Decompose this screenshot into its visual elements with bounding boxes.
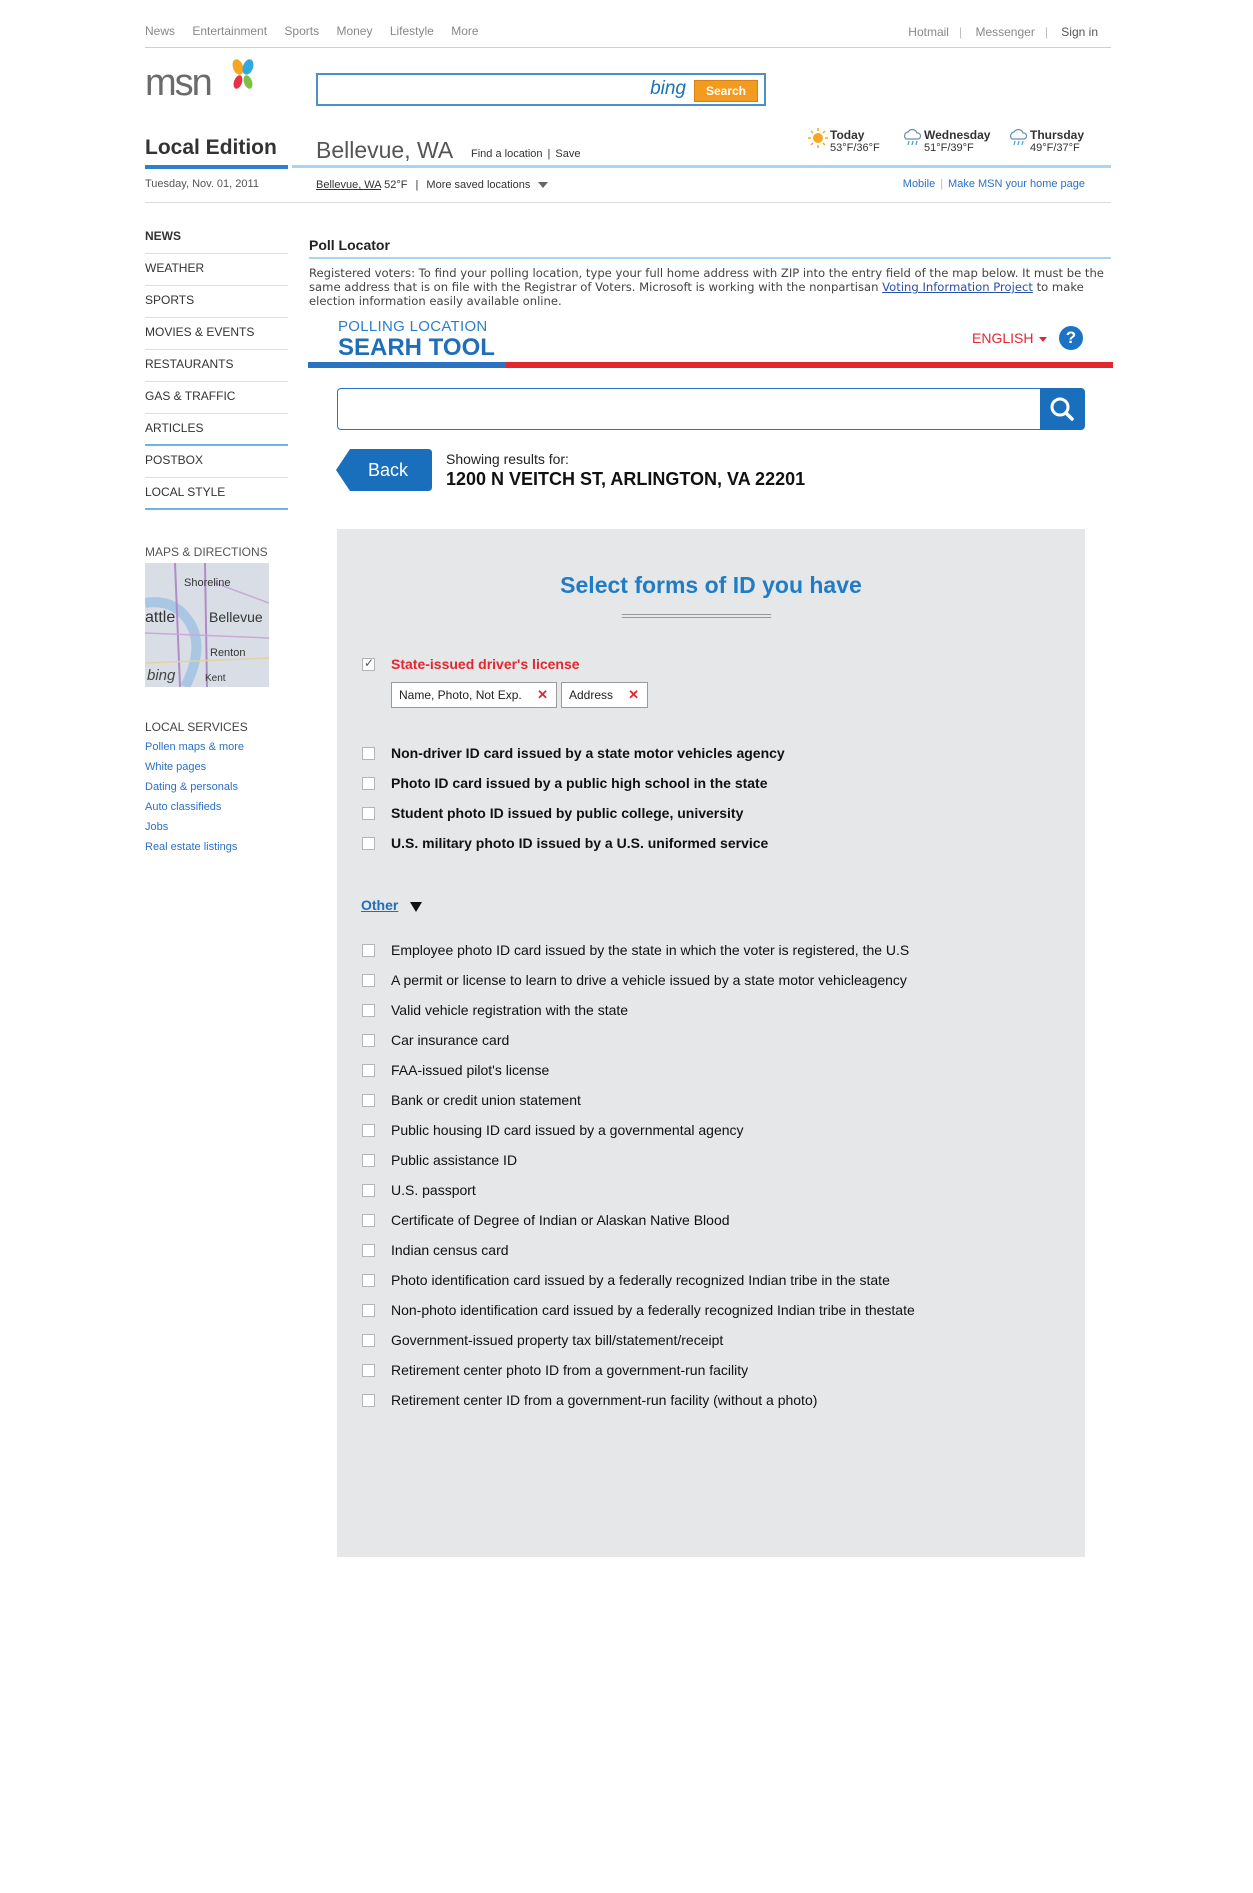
left-nav-articles[interactable]: ARTICLES: [145, 414, 288, 446]
weather-temps: 51°F/39°F: [924, 142, 974, 154]
search-icon: [1040, 388, 1085, 430]
other-option-checkbox[interactable]: [362, 1154, 375, 1167]
nav-more[interactable]: More: [451, 24, 479, 38]
requirement-tag: Address ✕: [561, 682, 648, 708]
weather-temps: 49°F/37°F: [1030, 142, 1080, 154]
weather-day: Today: [830, 128, 865, 142]
remove-tag-icon[interactable]: ✕: [537, 687, 548, 702]
mini-map[interactable]: [145, 563, 269, 687]
address-search-input[interactable]: [337, 388, 1042, 430]
local-edition-title: Local Edition: [145, 136, 277, 159]
saved-location-link[interactable]: Bellevue, WA: [316, 179, 382, 191]
weather-day: Thursday: [1030, 128, 1085, 142]
other-option-checkbox[interactable]: [362, 1094, 375, 1107]
help-icon[interactable]: ?: [1059, 326, 1083, 350]
maps-directions-title: MAPS & DIRECTIONS: [145, 545, 268, 559]
tool-title: SEARH TOOL: [338, 334, 495, 361]
rain-cloud-icon: [1008, 128, 1028, 148]
tool-bar-red: [506, 362, 1113, 368]
other-option-checkbox[interactable]: [362, 1274, 375, 1287]
local-service-link[interactable]: Real estate listings: [145, 841, 238, 853]
nav-news[interactable]: News: [145, 24, 176, 38]
nav-lifestyle[interactable]: Lifestyle: [389, 24, 434, 38]
remove-tag-icon[interactable]: ✕: [628, 687, 639, 702]
msn-logo-text: msn: [145, 62, 211, 104]
poll-locator-title: Poll Locator: [309, 237, 390, 253]
weather-day: Wednesday: [924, 128, 991, 142]
back-label: Back: [368, 460, 409, 480]
other-option-checkbox[interactable]: [362, 1184, 375, 1197]
left-nav-weather[interactable]: WEATHER: [145, 254, 288, 286]
local-service-link[interactable]: Dating & personals: [145, 781, 238, 793]
other-option-checkbox[interactable]: [362, 1034, 375, 1047]
left-nav: [145, 222, 288, 510]
searched-address: 1200 N VEITCH ST, ARLINGTON, VA 22201: [446, 469, 806, 489]
other-option-checkbox[interactable]: [362, 1364, 375, 1377]
other-option-label: FAA-issued pilot's license: [391, 1062, 550, 1078]
other-option-label: U.S. passport: [391, 1182, 476, 1198]
left-nav-movies-events[interactable]: MOVIES & EVENTS: [145, 318, 288, 350]
chevron-down-icon[interactable]: [538, 182, 548, 188]
other-option-checkbox[interactable]: [362, 1334, 375, 1347]
map-bing-logo: bing: [147, 667, 176, 684]
other-option-label: Car insurance card: [391, 1032, 510, 1048]
panel-title: Select forms of ID you have: [560, 572, 862, 598]
tool-bar-blue: [308, 362, 506, 368]
hotmail-link[interactable]: Hotmail: [908, 25, 949, 39]
left-nav-news[interactable]: NEWS: [145, 222, 288, 254]
sun-icon: [808, 128, 828, 148]
left-nav-gas-traffic[interactable]: GAS & TRAFFIC: [145, 382, 288, 414]
local-service-link[interactable]: Pollen maps & more: [145, 741, 245, 753]
other-option-label: Indian census card: [391, 1242, 509, 1258]
header-divider: [145, 202, 1111, 203]
map-label-kent: Kent: [205, 673, 226, 684]
current-date: Tuesday, Nov. 01, 2011: [145, 178, 259, 190]
local-edition-underline: [145, 165, 288, 169]
left-nav-restaurants[interactable]: RESTAURANTS: [145, 350, 288, 382]
left-nav-local-style[interactable]: LOCAL STYLE: [145, 478, 288, 510]
panel-title-rule: [622, 614, 771, 618]
other-option-label: A permit or license to learn to drive a vehicle issued by a state motor vehicleagency: [391, 972, 907, 988]
local-services-title: LOCAL SERVICES: [145, 720, 248, 734]
other-option-checkbox[interactable]: [362, 1064, 375, 1077]
id-option-label: Student photo ID issued by public college, university: [391, 805, 744, 821]
drivers-license-label: State-issued driver's license: [391, 656, 580, 672]
other-option-label: Non-photo identification card issued by a federally recognized Indian tribe in thestate: [391, 1302, 915, 1318]
other-option-checkbox[interactable]: [362, 1124, 375, 1137]
language-selector[interactable]: ENGLISH: [972, 330, 1047, 346]
other-option-label: Public assistance ID: [391, 1152, 518, 1168]
msn-logo[interactable]: [145, 62, 265, 112]
id-option-checkbox[interactable]: [362, 777, 375, 790]
requirement-tag: Name, Photo, Not Exp. ✕: [391, 682, 557, 708]
other-toggle[interactable]: Other: [361, 897, 399, 913]
other-option-label: Public housing ID card issued by a governmental agency: [391, 1122, 744, 1138]
weather-thursday[interactable]: [1030, 128, 1084, 154]
saved-location-temp: 52°F: [384, 179, 408, 191]
other-option-checkbox[interactable]: [362, 1304, 375, 1317]
id-option-label: Non-driver ID card issued by a state motor vehicles agency: [391, 745, 785, 761]
other-option-label: Retirement center ID from a government-run facility (without a photo): [391, 1392, 818, 1408]
local-service-link[interactable]: Jobs: [145, 821, 169, 833]
caret-down-icon: [1039, 337, 1047, 342]
bing-search-button[interactable]: Search: [694, 80, 758, 102]
top-nav: [145, 24, 479, 38]
other-option-label: Valid vehicle registration with the state: [391, 1002, 629, 1018]
sign-in-link[interactable]: Sign in: [1061, 25, 1098, 39]
id-option-checkbox[interactable]: [362, 747, 375, 760]
other-option-label: Certificate of Degree of Indian or Alaskan Native Blood: [391, 1212, 730, 1228]
left-nav-sports[interactable]: SPORTS: [145, 286, 288, 318]
id-option-label: Photo ID card issued by a public high school in the state: [391, 775, 768, 791]
weather-temps: 53°F/36°F: [830, 142, 880, 154]
weather-today[interactable]: [830, 128, 880, 154]
other-option-label: Bank or credit union statement: [391, 1092, 581, 1108]
other-option-checkbox[interactable]: [362, 1214, 375, 1227]
map-label-renton: Renton: [210, 647, 246, 659]
weather-wednesday[interactable]: [924, 128, 990, 154]
map-label-bellevue: Bellevue: [209, 609, 263, 625]
showing-results-label: Showing results for:: [446, 451, 569, 467]
voting-information-project-link[interactable]: Voting Information Project: [882, 280, 1033, 294]
saved-locations-bar: Bellevue, WA 52°F | More saved locations: [316, 179, 548, 191]
id-option-checkbox[interactable]: [362, 807, 375, 820]
messenger-link[interactable]: Messenger: [975, 25, 1035, 39]
poll-title-underline: [309, 257, 1111, 259]
map-label-seattle: attle: [145, 609, 176, 626]
butterfly-icon: [229, 58, 257, 92]
nav-entertainment[interactable]: Entertainment: [192, 24, 268, 38]
other-option-checkbox[interactable]: [362, 974, 375, 987]
save-location-link[interactable]: Save: [555, 148, 581, 160]
header-underline: [292, 165, 1111, 168]
id-option-checkbox[interactable]: [362, 837, 375, 850]
id-option-label: U.S. military photo ID issued by a U.S. uniformed service: [391, 835, 769, 851]
other-option-checkbox[interactable]: [362, 1004, 375, 1017]
top-divider: [145, 47, 1111, 48]
find-location-link[interactable]: Find a location: [471, 148, 543, 160]
nav-sports[interactable]: Sports: [284, 24, 320, 38]
other-option-label: Employee photo ID card issued by the state in which the voter is registered, the U.S: [391, 942, 910, 958]
other-option-label: Retirement center photo ID from a government-run facility: [391, 1362, 749, 1378]
tool-subtitle: POLLING LOCATION: [338, 318, 488, 335]
mobile-link[interactable]: Mobile: [902, 178, 936, 190]
make-home-page-link[interactable]: Make MSN your home page: [948, 178, 1085, 190]
triangle-down-icon[interactable]: [410, 902, 422, 912]
more-saved-locations-link[interactable]: More saved locations: [426, 179, 531, 191]
nav-money[interactable]: Money: [336, 24, 373, 38]
local-service-link[interactable]: Auto classifieds: [145, 801, 222, 813]
local-services-list: [145, 737, 244, 857]
other-option-checkbox[interactable]: [362, 1394, 375, 1407]
location-links: Find a location | Save: [471, 148, 581, 160]
current-location: Bellevue, WA: [316, 137, 454, 163]
other-option-label: Photo identification card issued by a federally recognized Indian tribe in the state: [391, 1272, 890, 1288]
poll-description: Registered voters: To find your polling location, type your full home address with ZIP into the entry field of the map below. It must be the same address that is on file with the Registrar of Voters. Microsoft is working with the nonpartisan Voting Information Project to make election information easily available online.: [309, 266, 1104, 308]
rain-cloud-icon: [902, 128, 922, 148]
bing-logo: bing: [650, 78, 686, 99]
address-search-button[interactable]: [1040, 388, 1085, 430]
bing-search-box[interactable]: [316, 73, 766, 106]
local-service-link[interactable]: White pages: [145, 761, 207, 773]
back-button[interactable]: [336, 449, 432, 491]
map-label-shoreline: Shoreline: [184, 577, 231, 589]
drivers-license-checkbox[interactable]: [362, 658, 375, 671]
account-links: Hotmail | Messenger | Sign in: [908, 25, 1098, 39]
other-option-checkbox[interactable]: [362, 1244, 375, 1257]
utility-links: Mobile | Make MSN your home page: [902, 178, 1085, 190]
left-nav-postbox[interactable]: POSTBOX: [145, 446, 288, 478]
other-option-label: Government-issued property tax bill/statement/receipt: [391, 1332, 724, 1348]
other-option-checkbox[interactable]: [362, 944, 375, 957]
